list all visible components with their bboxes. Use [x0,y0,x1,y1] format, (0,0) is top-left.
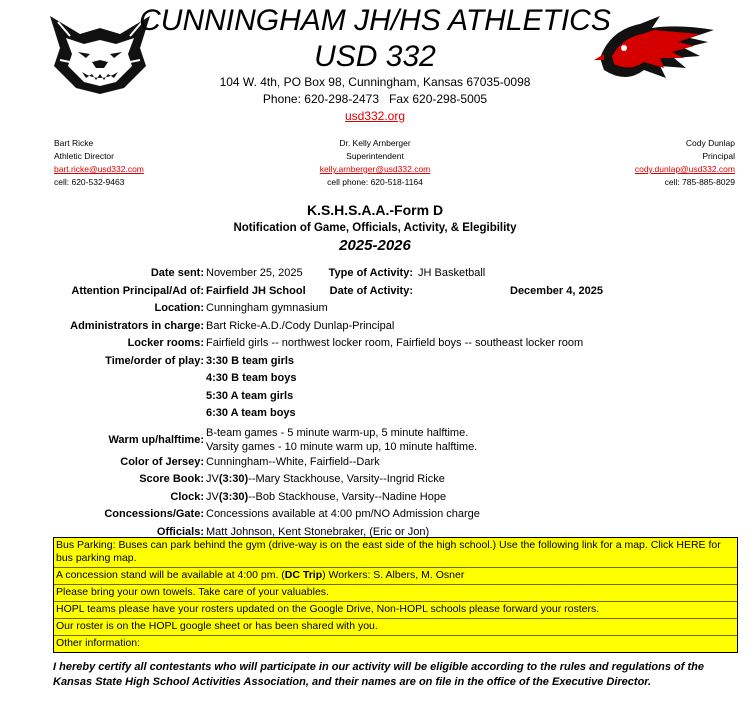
clock-time: (3:30) [218,490,249,503]
note-concession-post: ) Workers: S. Albers, M. Osner [322,569,465,581]
date-sent-value: November 25, 2025 [206,267,303,279]
contact-principal [635,137,735,189]
activity-details [0,267,750,543]
clock-value [206,491,446,503]
clock-prefix: JV [206,490,219,503]
detail-row-concessions [0,508,750,526]
date-activity-value: December 4, 2025 [510,284,603,297]
contact-title: Athletic Director [54,151,114,161]
concessions-value: Concessions available at 4:00 pm/NO Admission charge [206,508,480,520]
note-bus-parking[interactable]: Bus Parking: Buses can park behind the gym (drive-way is on the east side of the high school.) Use the following link for a map. Click HERE for bus parking map. [54,538,737,568]
attention-value: Fairfield JH School [206,284,306,297]
note-hopl: HOPL teams please have your rosters updated on the Google Drive, Non-HOPL schools please forward your rosters. [54,602,737,619]
concessions-label: Concessions/Gate: [104,508,204,520]
type-label: Type of Activity: [328,267,413,279]
jersey-label: Color of Jersey: [120,455,204,468]
time-slot: 6:30 A team boys [206,407,296,419]
scorebook-rest: --Mary Stackhouse, Varsity--Ingrid Ricke [248,473,445,485]
admins-value: Bart Ricke-A.D./Cody Dunlap-Principal [206,319,395,332]
time-slot: 3:30 B team girls [206,354,295,367]
detail-row-clock [0,491,750,509]
clock-label: Clock: [170,490,204,503]
school-title: CUNNINGHAM JH/HS ATHLETICS [139,4,611,37]
website-link[interactable]: usd332.org [344,109,406,123]
jersey-value: Cunningham--White, Fairfield--Dark [206,455,380,468]
scorebook-value [206,473,445,485]
locker-label: Locker rooms: [127,337,204,349]
contact-title: Principal [702,151,735,161]
contact-email-link[interactable]: kelly.arnberger@usd332.com [319,164,431,174]
officials-value: Matt Johnson, Kent Stonebraker, (Eric or Jon) [206,525,430,538]
form-title: K.S.H.S.A.A.-Form D [306,202,444,218]
scorebook-label: Score Book: [139,473,204,485]
warmup-line: B-team games - 5 minute warm-up, 5 minute halftime. [206,426,469,439]
notes-box [53,537,738,653]
contact-phone: cell: 620-532-9463 [54,177,125,187]
contact-name: Dr. Kelly Arnberger [339,138,411,148]
detail-row-time [0,390,750,408]
detail-row-time [0,355,750,373]
contact-name: Cody Dunlap [685,138,735,148]
school-address: 104 W. 4th, PO Box 98, Cunningham, Kansas 67035-0098 [219,75,531,89]
officials-label: Officials: [156,525,204,538]
time-slot: 4:30 B team boys [206,372,297,384]
detail-row-jersey [0,456,750,474]
contact-athletic-director [54,137,144,189]
note-towels: Please bring your own towels. Take care of your valuables. [54,585,737,602]
time-slot: 5:30 A team girls [206,389,294,402]
warmup-line: Varsity games - 10 minute warm up, 10 minute halftime. [206,440,478,453]
note-other: Other information: [54,636,737,652]
scorebook-time: (3:30) [218,473,249,485]
clock-rest: --Bob Stackhouse, Varsity--Nadine Hope [248,490,447,503]
location-label: Location: [154,302,204,314]
phone-line [0,91,750,107]
contact-phone: cell: 785-885-8029 [664,177,735,187]
phone-number: Phone: 620-298-2473 [262,92,380,106]
detail-row-time [0,372,750,390]
location-value: Cunningham gymnasium [206,302,328,314]
type-value: JH Basketball [418,267,486,279]
note-concession [54,568,737,585]
detail-row-location [0,302,750,320]
district-title: USD 332 [314,40,436,73]
date-activity-label: Date of Activity: [329,284,413,297]
contact-title: Superintendent [346,151,404,161]
attention-label: Attention Principal/Ad of: [71,284,204,297]
detail-row-warmup [0,425,750,456]
time-label: Time/order of play: [105,354,204,367]
contact-phone: cell phone: 620-518-1164 [327,177,423,187]
detail-row-date-sent [0,267,750,285]
school-year: 2025-2026 [339,237,411,254]
warmup-label: Warm up/halftime: [108,433,204,446]
locker-value: Fairfield girls -- northwest locker room, Fairfield boys -- southeast locker room [206,337,584,349]
note-concession-pre: A concession stand will be available at 4:00 pm. ( [56,569,285,581]
date-sent-label: Date sent: [150,267,204,279]
contact-email-link[interactable]: bart.ricke@usd332.com [54,164,144,174]
detail-row-scorebook [0,473,750,491]
warmup-value [206,426,477,454]
detail-row-attention [0,285,750,303]
scorebook-prefix: JV [206,473,219,485]
note-concession-bold: DC Trip [284,569,323,581]
certification-statement: I hereby certify all contestants who will participate in our activity will be eligible according to the rules and regulations of the Kansas State High School Activities Association, and their names are on file in the office of the Executive Director. [53,661,704,688]
contact-name: Bart Ricke [54,138,94,148]
contact-superintendent [280,137,470,189]
detail-row-time [0,407,750,425]
note-roster: Our roster is on the HOPL google sheet or has been shared with you. [54,619,737,636]
detail-row-locker [0,337,750,355]
detail-row-admins [0,320,750,338]
admins-label: Administrators in charge: [70,319,204,332]
form-subtitle: Notification of Game, Officials, Activity, & Elegibility [233,222,517,234]
contact-email-link[interactable]: cody.dunlap@usd332.com [634,164,735,174]
fax-number: Fax 620-298-5005 [389,92,488,106]
